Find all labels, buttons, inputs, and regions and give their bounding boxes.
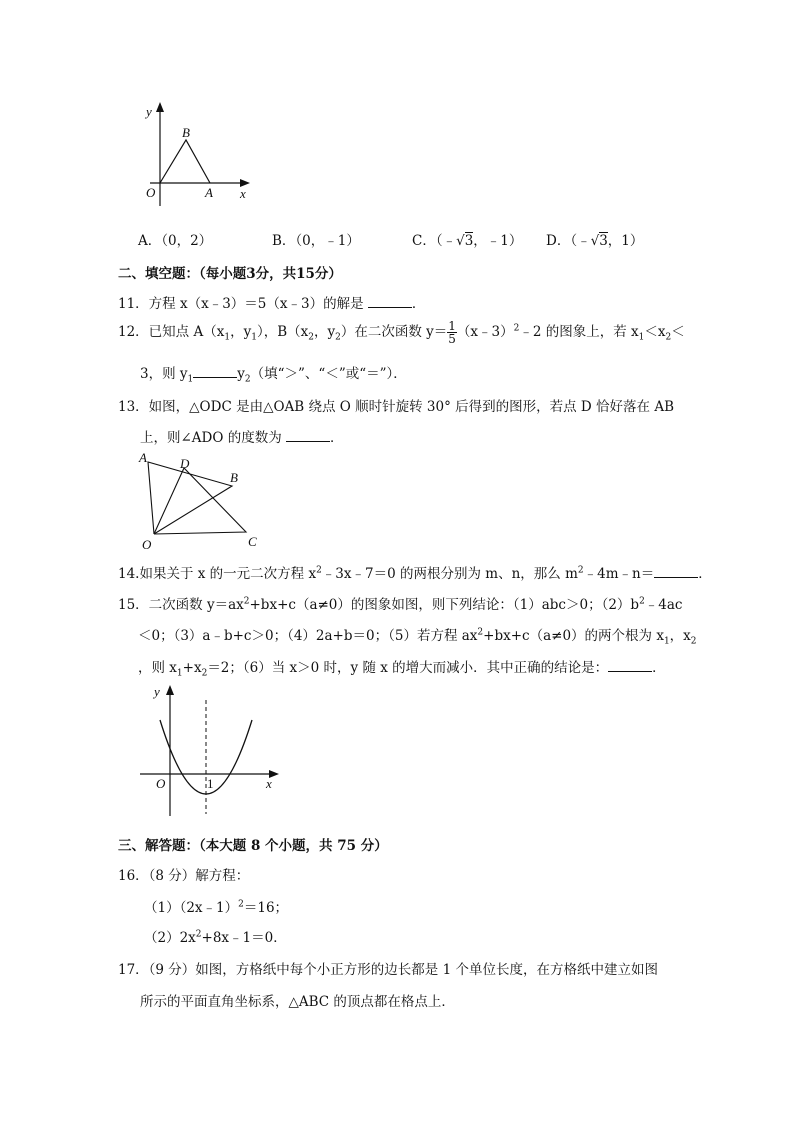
q15-a: 15．二次函数 y＝ax: [118, 597, 244, 613]
section3-title: 三、解答题：（本大题 8 个小题，共 75 分）: [118, 838, 388, 854]
q13-text: 上，则∠ADO 的度数为: [140, 430, 282, 446]
q14-a: 14.如果关于 x 的一元二次方程 x: [118, 566, 317, 582]
q11-end: ．: [411, 296, 426, 312]
q16-head: 16．（8 分）解方程：: [118, 868, 250, 884]
q15-line3: ，则 $x_1+x_2=2$；（6）当 x＞0 时，y 随 x 的增大而减小．其中正确的结论是： ．: [138, 660, 666, 679]
q11-answer-blank[interactable]: [368, 295, 412, 308]
q10-c-pre: C．（﹣: [412, 233, 457, 249]
q16-p2-a: （2）2x: [144, 930, 196, 946]
tick-one-label: 1: [207, 776, 214, 791]
q13-end: ．: [330, 430, 344, 446]
q12-i: ＜: [671, 324, 685, 340]
q15-h: +x: [182, 660, 202, 676]
q17-line1: 17．（9 分）如图，方格纸中每个小正方形的边长都是 1 个单位长度，在方格纸中建立如图: [118, 962, 658, 978]
q15-g: ，则 x: [138, 660, 177, 676]
q11-text: 11．方程 x（x﹣3）＝5（x﹣3）的解是: [118, 296, 364, 312]
sqrt-symbol: √: [590, 233, 600, 249]
sqrt-symbol: √: [456, 233, 465, 249]
q12-line1: 12．已知点 $A(x_1$，$y_1$），$B(x_2$，$y_2$）在二次函数 y＝ $\frac{1}{5}$ （x﹣3）$^2$﹣2 的图象上，若 $x_1<x_2<$: [118, 319, 685, 346]
q15-figure: [136, 680, 286, 820]
triangle-oab: [160, 140, 210, 183]
q14-b: ﹣3x﹣7＝0 的两根分别为 m、n，那么 m: [321, 566, 578, 582]
q16-part2: $(2)2x^2+8x﹣1=0$．: [144, 929, 287, 946]
q15-line2: ＜0；（3）a﹣b+c＞0；（4）2a+b＝0；（5）若方程 $ax^2+bx+c(a\ne 0)$的两个根为 $x_1$，$x_2$: [138, 627, 697, 647]
q13-line2: [140, 426, 344, 446]
q11: [118, 292, 425, 312]
q10-d-rad: 3: [599, 233, 608, 249]
q10-d-pre: D．（﹣: [546, 233, 591, 249]
q12-f: （x﹣3）: [456, 324, 514, 340]
y-label: y: [146, 104, 152, 119]
y-axis-arrow: [166, 685, 174, 695]
q17-line2: 所示的平面直角坐标系，△ABC 的顶点都在格点上．: [140, 994, 455, 1010]
q12-line2: 3，则 $y_1$ $y_2$（填“＞”、“＜”或“＝”）．: [140, 366, 407, 385]
point-b-label: B: [230, 470, 238, 485]
point-a-label: A: [139, 450, 147, 465]
point-b-label: B: [182, 125, 190, 140]
q13-answer-blank[interactable]: [286, 429, 330, 442]
x-label: x: [240, 186, 246, 201]
q14-c: ﹣4m﹣n＝: [583, 566, 655, 582]
q15-answer-blank[interactable]: [608, 659, 652, 672]
q14: 14.如果关于 x 的一元二次方程 $x^2﹣3x﹣7=0$ 的两根分别为 m、n，那么 $m^2﹣4m﹣n=$ ．: [118, 565, 712, 582]
q12-h: ＜x: [644, 324, 666, 340]
q16-part1: （1）（2x﹣1）$^2$＝16；: [144, 899, 289, 916]
q12-a: 12．已知点 A（x: [118, 324, 225, 340]
q12-c: ），B（x: [256, 324, 309, 340]
q12-d: ，y: [313, 324, 336, 340]
q10-c-rad: 3: [464, 233, 474, 249]
q10-option-a: A．（0，2）: [138, 233, 213, 249]
point-o-label: O: [142, 537, 152, 552]
q12-g: ﹣2 的图象上，若 x: [519, 324, 639, 340]
q10-option-b: B．（0，﹣1）: [272, 233, 360, 249]
q13-figure: [134, 448, 274, 554]
q10-figure: [140, 100, 260, 210]
origin-label: O: [146, 185, 156, 200]
q13-line1: 13．如图，△ODC 是由△OAB 绕点 O 顺时针旋转 30° 后得到的图形，若点 D 恰好落在 AB: [118, 399, 675, 415]
q15-d: ＜0；（3）a﹣b+c＞0；（4）2a+b＝0；（5）若方程 ax: [138, 628, 478, 644]
q15-line1: 15．二次函数 $y=ax^2+bx+c(a\ne 0)$的图象如图，则下列结论：（1）abc＞0；$(2)b^2﹣4ac$: [118, 596, 683, 613]
y-label: y: [154, 684, 160, 699]
origin-label: O: [156, 776, 166, 791]
q16-p1-a: （1）（2x﹣1）: [144, 900, 239, 916]
q12-e: ）在二次函数 y＝: [340, 324, 448, 340]
q12-answer-blank[interactable]: [193, 365, 237, 378]
q15-f: ，x: [669, 628, 691, 644]
q12-b: ，y: [230, 324, 252, 340]
q15-b: +bx+c（a≠0）的图象如图，则下列结论：（1）abc＞0；（2）b: [249, 597, 640, 613]
q15-end: ．: [652, 660, 666, 676]
triangle-oab: [148, 462, 232, 534]
q15-c: ﹣4ac: [644, 597, 683, 613]
q10-option-d: [546, 229, 643, 249]
q16-p2-b: +8x﹣1＝0．: [201, 930, 287, 946]
q15-e: +bx+c（a≠0）的两个根为 x: [483, 628, 664, 644]
q10-option-c: [412, 229, 522, 249]
q12-fraction: $\frac{1}{5}$: [448, 319, 456, 346]
q10-d-post: ，1）: [607, 233, 644, 249]
point-d-label: D: [180, 456, 190, 471]
q16-p1-b: ＝16；: [243, 900, 289, 916]
q14-end: ．: [698, 566, 712, 582]
section2-title: 二、填空题：（每小题3分，共15分）: [118, 266, 342, 282]
q12-k: （填“＞”、“＜”或“＝”）．: [250, 366, 407, 382]
q12-y2: y: [237, 366, 245, 382]
q12-j: 3，则 y: [140, 366, 188, 382]
q10-c-post: ，﹣1）: [473, 233, 523, 249]
x-label: x: [266, 776, 272, 791]
q14-answer-blank[interactable]: [654, 565, 698, 578]
point-a-label: A: [205, 185, 213, 200]
y-axis-arrow: [156, 102, 164, 112]
point-c-label: C: [248, 534, 257, 549]
q15-i: ＝2；（6）当 x＞0 时，y 随 x 的增大而减小．其中正确的结论是：: [207, 660, 609, 676]
